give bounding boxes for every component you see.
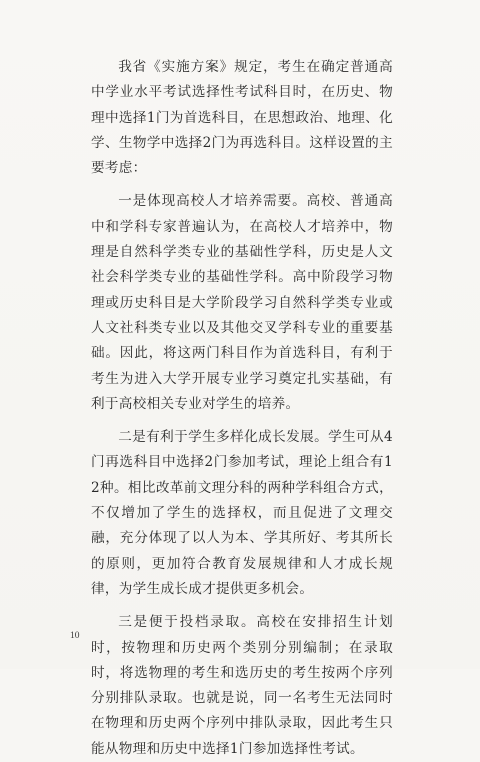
page-number: 10 xyxy=(70,631,80,641)
document-body xyxy=(91,55,393,762)
paragraph-point-two: 二是有利于学生多样化成长发展。学生可从4门再选科目中选择2门参加考试，理论上组合有12种。相比改革前文理分科的两种学科组合方式，不仅增加了学生的选择权，而且促进了文理交融，充分体现了以人为本、学其所好、考其所长的原则，更加符合教育发展规律和人才成长规律，为学生成长成才提供更多机会。 xyxy=(91,429,393,597)
paragraph-intro: 我省《实施方案》规定，考生在确定普通高中学业水平考试选择性考试科目时，在历史、物理中选择1门为首选科目，在思想政治、地理、化学、生物学中选择2门为再选科目。这样设置的主要考虑： xyxy=(91,59,393,177)
paragraph-point-three: 三是便于投档录取。高校在安排招生计划时，按物理和历史两个类别分别编制；在录取时，将选物理的考生和选历史的考生按两个序列分别排队录取。也就是说，同一名考生无法同时在物理和历史两个序列中排队录取，因此考生只能从物理和历史中选择1门参加选择性考试。 xyxy=(91,614,393,757)
paragraph-point-one: 一是体现高校人才培养需要。高校、普通高中和学科专家普遍认为，在高校人才培养中，物理是自然科学类专业的基础性学科，历史是人文社会科学类专业的基础性学科。高中阶段学习物理或历史科目是大学阶段学习自然科学类专业或人文社科类专业以及其他交叉学科专业的重要基础。因此，将这两门科目作为首选科目，有利于考生为进入大学开展专业学习奠定扎实基础，有利于高校相关专业对学生的培养。 xyxy=(91,193,393,412)
